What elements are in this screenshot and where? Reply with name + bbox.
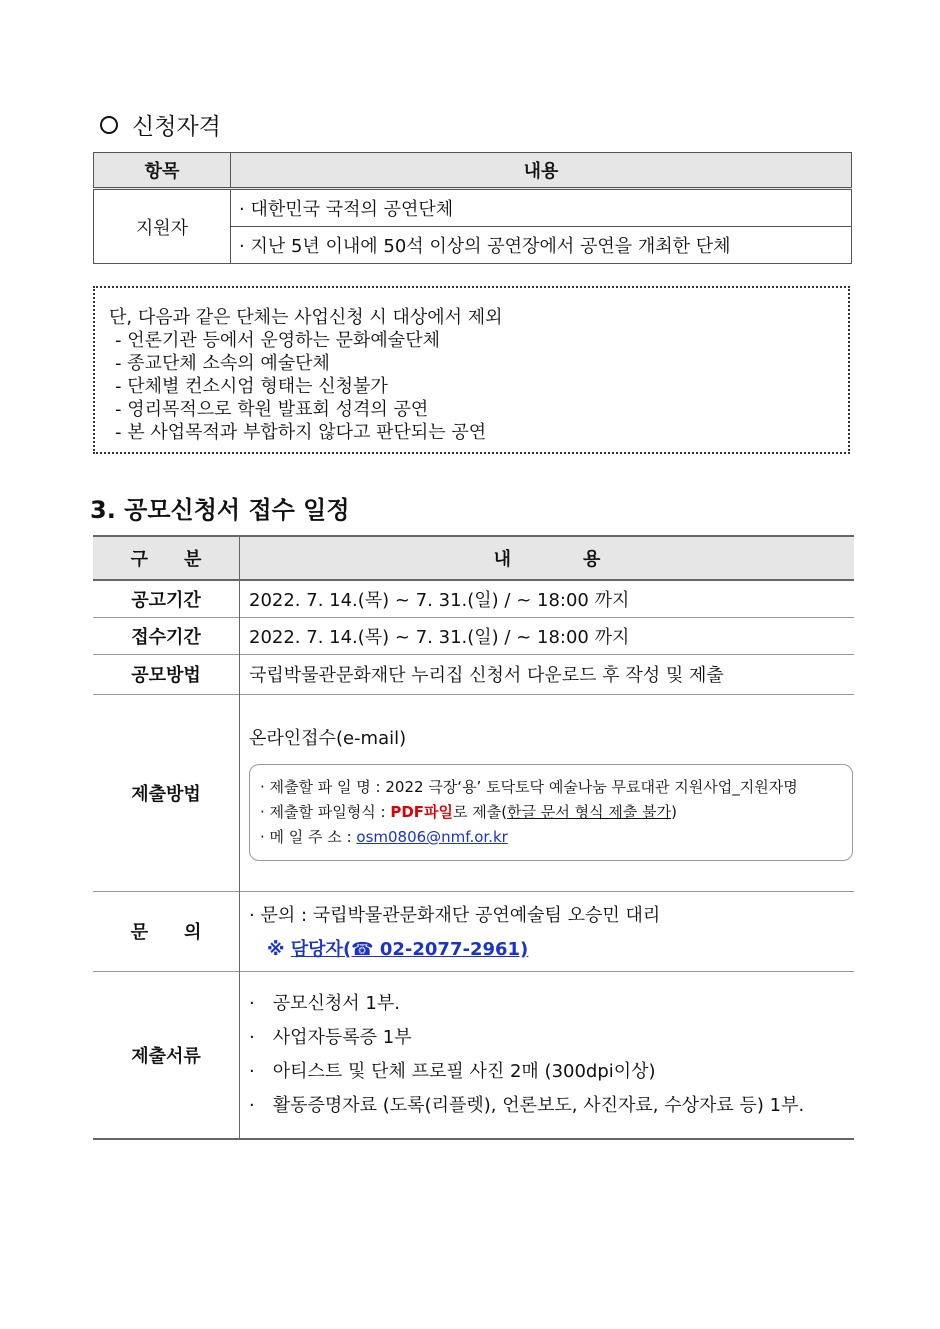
exclusion-item: - 영리목적으로 학원 발표회 성격의 공연 <box>115 399 429 420</box>
submit-cell <box>240 694 855 891</box>
exclusion-item: - 언론기관 등에서 운영하는 문화예술단체 <box>115 330 440 351</box>
method-label: 공모방법 <box>93 654 240 694</box>
section1-title-text: 신청자격 <box>132 114 221 140</box>
announce-value: 2022. 7. 14.(목) ~ 7. 31.(일) / ~ 18:00 까지 <box>249 589 630 611</box>
email-link[interactable]: osm0806@nmf.or.kr <box>356 828 508 846</box>
contact-phone: 담당자(☎ 02-2077-2961) <box>290 939 529 960</box>
submit-online-text: 온라인접수(e-mail) <box>249 728 407 749</box>
exclusion-item: - 본 사업목적과 부합하지 않다고 판단되는 공연 <box>115 422 487 443</box>
exclusion-intro: 단, 다음과 같은 단체는 사업신청 시 대상에서 제외 <box>109 307 503 328</box>
submit-mail: · 메 일 주 소 : osm0806@nmf.or.kr <box>260 828 508 846</box>
exclusion-box <box>93 286 850 454</box>
docs-label: 제출서류 <box>93 971 240 1139</box>
docs-cell <box>240 971 855 1139</box>
section1-title <box>100 108 221 141</box>
eligibility-table <box>93 152 852 264</box>
method-value: 국립박물관문화재단 누리집 신청서 다운로드 후 작성 및 제출 <box>249 665 724 686</box>
schedule-table <box>93 535 854 1140</box>
docs-item: · 공모신청서 1부. <box>249 992 400 1014</box>
inquiry-label: 문 의 <box>93 891 240 971</box>
eligibility-header-item: 항목 <box>94 153 231 189</box>
exclusion-item: - 단체별 컨소시엄 형태는 신청불가 <box>115 376 388 397</box>
docs-item: · 아티스트 및 단체 프로필 사진 2매 (300dpi이상) <box>249 1060 656 1082</box>
schedule-header-category: 구 분 <box>93 536 240 580</box>
eligibility-item: · 지난 5년 이내에 50석 이상의 공연장에서 공연을 개최한 단체 <box>231 227 852 264</box>
reference-mark: ※ <box>267 939 285 960</box>
inquiry-cell <box>240 891 855 971</box>
eligibility-item: · 대한민국 국적의 공연단체 <box>231 189 852 227</box>
filename-value: 2022 극장‘용’ 토닥토닥 예술나눔 무료대관 지원사업_지원자명 <box>385 778 798 796</box>
inquiry-line: · 문의 : 국립박물관문화재단 공연예술팀 오승민 대리 <box>249 905 661 926</box>
submit-detail-box <box>249 764 853 861</box>
submit-format: · 제출할 파일형식 : PDF파일로 제출(한글 문서 형식 제출 불가) <box>260 803 677 821</box>
exclusion-item: - 종교단체 소속의 예술단체 <box>115 353 330 374</box>
format-pdf: PDF파일 <box>390 803 453 821</box>
circle-bullet-icon <box>100 116 118 134</box>
section3-title: 3. 공모신청서 접수 일정 <box>90 496 350 524</box>
schedule-header-content: 내 용 <box>240 536 855 580</box>
docs-item: · 사업자등록증 1부 <box>249 1026 412 1048</box>
submit-label: 제출방법 <box>93 694 240 891</box>
docs-item: · 활동증명자료 (도록(리플렛), 언론보도, 사진자료, 수상자료 등) 1부. <box>249 1094 805 1116</box>
announce-label: 공고기간 <box>93 580 240 617</box>
eligibility-header-content: 내용 <box>231 153 852 189</box>
receive-label: 접수기간 <box>93 617 240 654</box>
format-warning: 한글 문서 형식 제출 불가 <box>507 803 672 821</box>
receive-value: 2022. 7. 14.(목) ~ 7. 31.(일) / ~ 18:00 까지 <box>249 626 630 648</box>
inquiry-contact <box>267 935 853 961</box>
submit-filename: · 제출할 파 일 명 : 2022 극장‘용’ 토닥토닥 예술나눔 무료대관 지원사업_지원자명 <box>260 778 798 796</box>
eligibility-row-label: 지원자 <box>94 189 231 264</box>
